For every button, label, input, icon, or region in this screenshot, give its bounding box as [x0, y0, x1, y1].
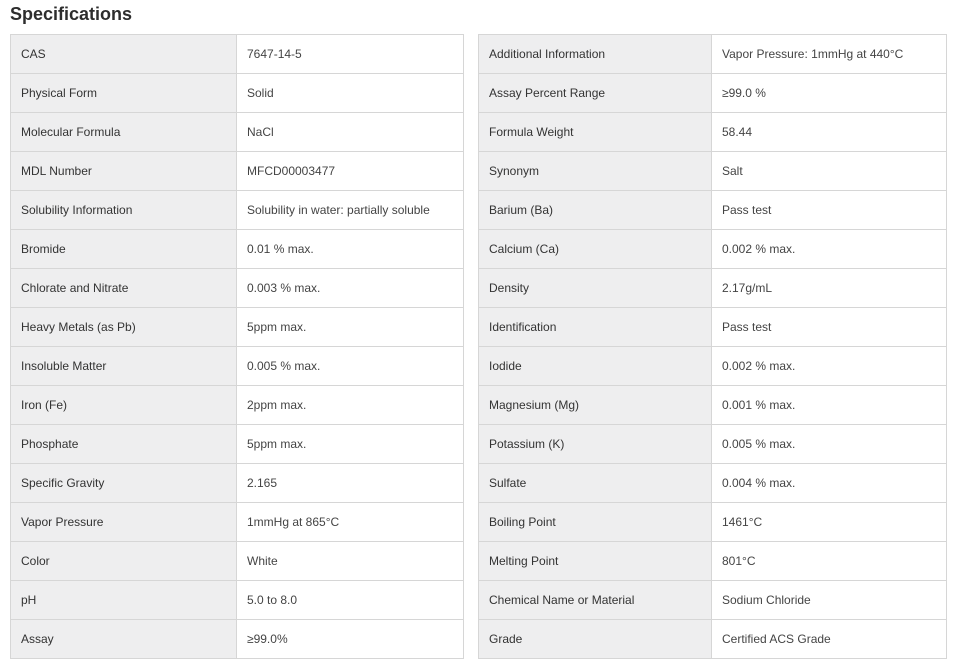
spec-value: MFCD00003477 — [237, 152, 464, 191]
spec-value: Solid — [237, 74, 464, 113]
specifications-table-left — [10, 34, 464, 659]
spec-label: Heavy Metals (as Pb) — [11, 308, 237, 347]
spec-label: Insoluble Matter — [11, 347, 237, 386]
spec-row — [479, 152, 947, 191]
spec-value: 5ppm max. — [237, 308, 464, 347]
spec-label: Bromide — [11, 230, 237, 269]
spec-label: Calcium (Ca) — [479, 230, 712, 269]
spec-value: 58.44 — [712, 113, 947, 152]
specifications-table-right-body — [479, 35, 947, 659]
spec-value: NaCl — [237, 113, 464, 152]
spec-label: Assay Percent Range — [479, 74, 712, 113]
spec-value: 0.005 % max. — [237, 347, 464, 386]
spec-label: Formula Weight — [479, 113, 712, 152]
spec-row — [479, 581, 947, 620]
spec-value: 801°C — [712, 542, 947, 581]
spec-value: 7647-14-5 — [237, 35, 464, 74]
spec-label: Specific Gravity — [11, 464, 237, 503]
spec-value: Certified ACS Grade — [712, 620, 947, 659]
spec-row — [479, 503, 947, 542]
spec-value: Pass test — [712, 308, 947, 347]
spec-label: Boiling Point — [479, 503, 712, 542]
spec-row — [479, 464, 947, 503]
spec-label: Molecular Formula — [11, 113, 237, 152]
spec-value: 0.005 % max. — [712, 425, 947, 464]
spec-label: Barium (Ba) — [479, 191, 712, 230]
spec-row — [11, 542, 464, 581]
spec-row — [479, 269, 947, 308]
spec-row — [11, 347, 464, 386]
spec-row — [11, 230, 464, 269]
spec-label: Physical Form — [11, 74, 237, 113]
spec-label: Melting Point — [479, 542, 712, 581]
spec-label: Magnesium (Mg) — [479, 386, 712, 425]
spec-label: Sulfate — [479, 464, 712, 503]
spec-row — [11, 35, 464, 74]
spec-value: 0.01 % max. — [237, 230, 464, 269]
spec-value: 0.002 % max. — [712, 347, 947, 386]
spec-value: 1mmHg at 865°C — [237, 503, 464, 542]
spec-label: Iron (Fe) — [11, 386, 237, 425]
spec-row — [479, 191, 947, 230]
spec-label: Density — [479, 269, 712, 308]
spec-value: 0.001 % max. — [712, 386, 947, 425]
spec-row — [479, 230, 947, 269]
spec-row — [11, 308, 464, 347]
spec-row — [11, 464, 464, 503]
spec-label: MDL Number — [11, 152, 237, 191]
spec-value: 2.17g/mL — [712, 269, 947, 308]
spec-label: Solubility Information — [11, 191, 237, 230]
spec-value: Solubility in water: partially soluble — [237, 191, 464, 230]
spec-row — [479, 347, 947, 386]
page-title: Specifications — [10, 4, 133, 24]
spec-value: ≥99.0% — [237, 620, 464, 659]
spec-label: Chemical Name or Material — [479, 581, 712, 620]
spec-value: 0.002 % max. — [712, 230, 947, 269]
spec-row — [11, 152, 464, 191]
spec-row — [479, 308, 947, 347]
spec-value: 5ppm max. — [237, 425, 464, 464]
spec-label: Chlorate and Nitrate — [11, 269, 237, 308]
spec-value: 5.0 to 8.0 — [237, 581, 464, 620]
spec-label: Potassium (K) — [479, 425, 712, 464]
spec-value: 0.004 % max. — [712, 464, 947, 503]
spec-row — [479, 620, 947, 659]
spec-value: Vapor Pressure: 1mmHg at 440°C — [712, 35, 947, 74]
spec-row — [11, 191, 464, 230]
spec-row — [11, 386, 464, 425]
spec-label: Assay — [11, 620, 237, 659]
spec-value: 2.165 — [237, 464, 464, 503]
spec-value: 2ppm max. — [237, 386, 464, 425]
spec-row — [11, 503, 464, 542]
spec-row — [479, 425, 947, 464]
spec-value: 1461°C — [712, 503, 947, 542]
spec-row — [11, 581, 464, 620]
spec-value: Pass test — [712, 191, 947, 230]
spec-label: Synonym — [479, 152, 712, 191]
spec-label: Identification — [479, 308, 712, 347]
spec-value: Sodium Chloride — [712, 581, 947, 620]
spec-label: Grade — [479, 620, 712, 659]
spec-label: pH — [11, 581, 237, 620]
spec-value: Salt — [712, 152, 947, 191]
spec-label: Phosphate — [11, 425, 237, 464]
spec-row — [479, 542, 947, 581]
spec-row — [11, 113, 464, 152]
spec-row — [11, 425, 464, 464]
specifications-table-right — [478, 34, 947, 659]
spec-row — [479, 386, 947, 425]
specifications-table-left-body — [11, 35, 464, 659]
spec-row — [479, 35, 947, 74]
spec-row — [11, 269, 464, 308]
spec-label: Iodide — [479, 347, 712, 386]
spec-label: Vapor Pressure — [11, 503, 237, 542]
spec-value: White — [237, 542, 464, 581]
spec-label: CAS — [11, 35, 237, 74]
spec-value: 0.003 % max. — [237, 269, 464, 308]
spec-row — [479, 74, 947, 113]
spec-row — [479, 113, 947, 152]
spec-label: Color — [11, 542, 237, 581]
spec-value: ≥99.0 % — [712, 74, 947, 113]
spec-label: Additional Information — [479, 35, 712, 74]
spec-row — [11, 620, 464, 659]
spec-row — [11, 74, 464, 113]
